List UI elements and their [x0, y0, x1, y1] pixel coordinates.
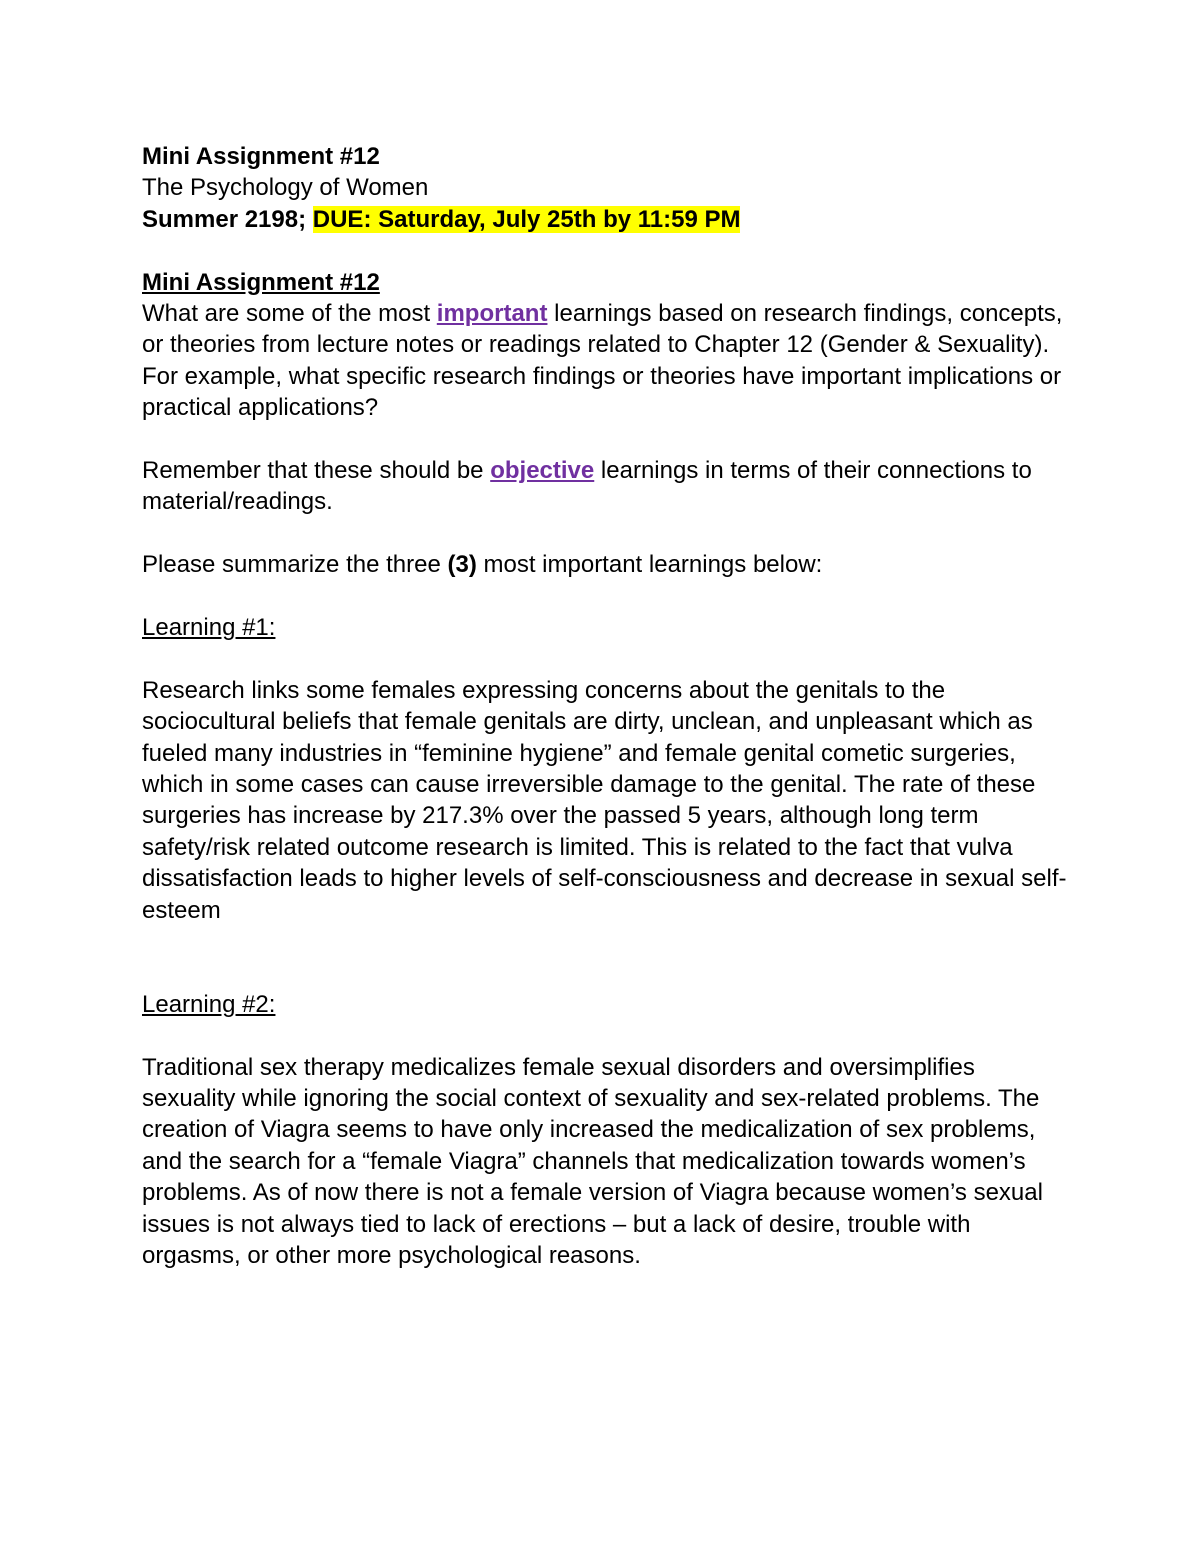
- prompt-paragraph-1: [142, 298, 1072, 424]
- spacer: [142, 643, 1072, 674]
- spacer: [142, 581, 1072, 612]
- prompt-heading: Mini Assignment #12: [142, 268, 380, 296]
- prompt-text: Remember that these should be: [142, 457, 491, 485]
- prompt-text: most important learnings below:: [476, 551, 823, 579]
- spacer: [142, 518, 1072, 549]
- assignment-title: Mini Assignment #12: [142, 143, 380, 170]
- prompt-paragraph-3: [142, 549, 1072, 580]
- spacer: [142, 926, 1072, 989]
- learning-2-heading: Learning #2:: [142, 990, 276, 1018]
- count-bold: (3): [447, 551, 477, 579]
- spacer: [142, 424, 1072, 455]
- term-label: Summer 2198;: [142, 205, 313, 233]
- prompt-text: learnings based on research findings, concepts, or theories from lecture notes or readings related to Chapter 12 (Gender & Sexuality). For example, what specific research findings or theories have important implications or practical applications?: [142, 300, 1063, 422]
- spacer: [142, 1020, 1072, 1051]
- emphasis-objective: objective: [490, 457, 595, 485]
- spacer: [142, 235, 1072, 266]
- prompt-text: Please summarize the three: [142, 551, 448, 579]
- due-date-highlight: DUE: Saturday, July 25th by 11:59 PM: [312, 205, 741, 233]
- course-name: The Psychology of Women: [142, 174, 429, 202]
- term-line: [142, 204, 1072, 235]
- emphasis-important: important: [436, 300, 548, 328]
- learning-1-body: Research links some females expressing concerns about the genitals to the sociocultural beliefs that female genitals are dirty, unclean, and unpleasant which as fueled many industries in “feminine hygiene” and female genital cometic surgeries, which in some cases can cause irreversible damage to the genital. The rate of these surgeries has increase by 217.3% over the passed 5 years, although long term safety/risk related outcome research is limited. This is related to the fact that vulva dissatisfaction leads to higher levels of self-consciousness and decrease in sexual self-esteem: [142, 676, 1067, 924]
- prompt-text: learnings in terms of their connections to material/readings.: [142, 457, 1032, 516]
- document-page: [142, 141, 1072, 1272]
- learning-2-body: Traditional sex therapy medicalizes female sexual disorders and oversimplifies sexuality while ignoring the social context of sexuality and sex-related problems. The creation of Viagra seems to have only increased the medicalization of sex problems, and the search for a “female Viagra” channels that medicalization towards women’s problems. As of now there is not a female version of Viagra because women’s sexual issues is not always tied to lack of erections – but a lack of desire, trouble with orgasms, or other more psychological reasons.: [142, 1053, 1043, 1270]
- learning-1-heading: Learning #1:: [142, 614, 276, 642]
- prompt-text: What are some of the most: [142, 300, 437, 328]
- prompt-paragraph-2: [142, 455, 1072, 518]
